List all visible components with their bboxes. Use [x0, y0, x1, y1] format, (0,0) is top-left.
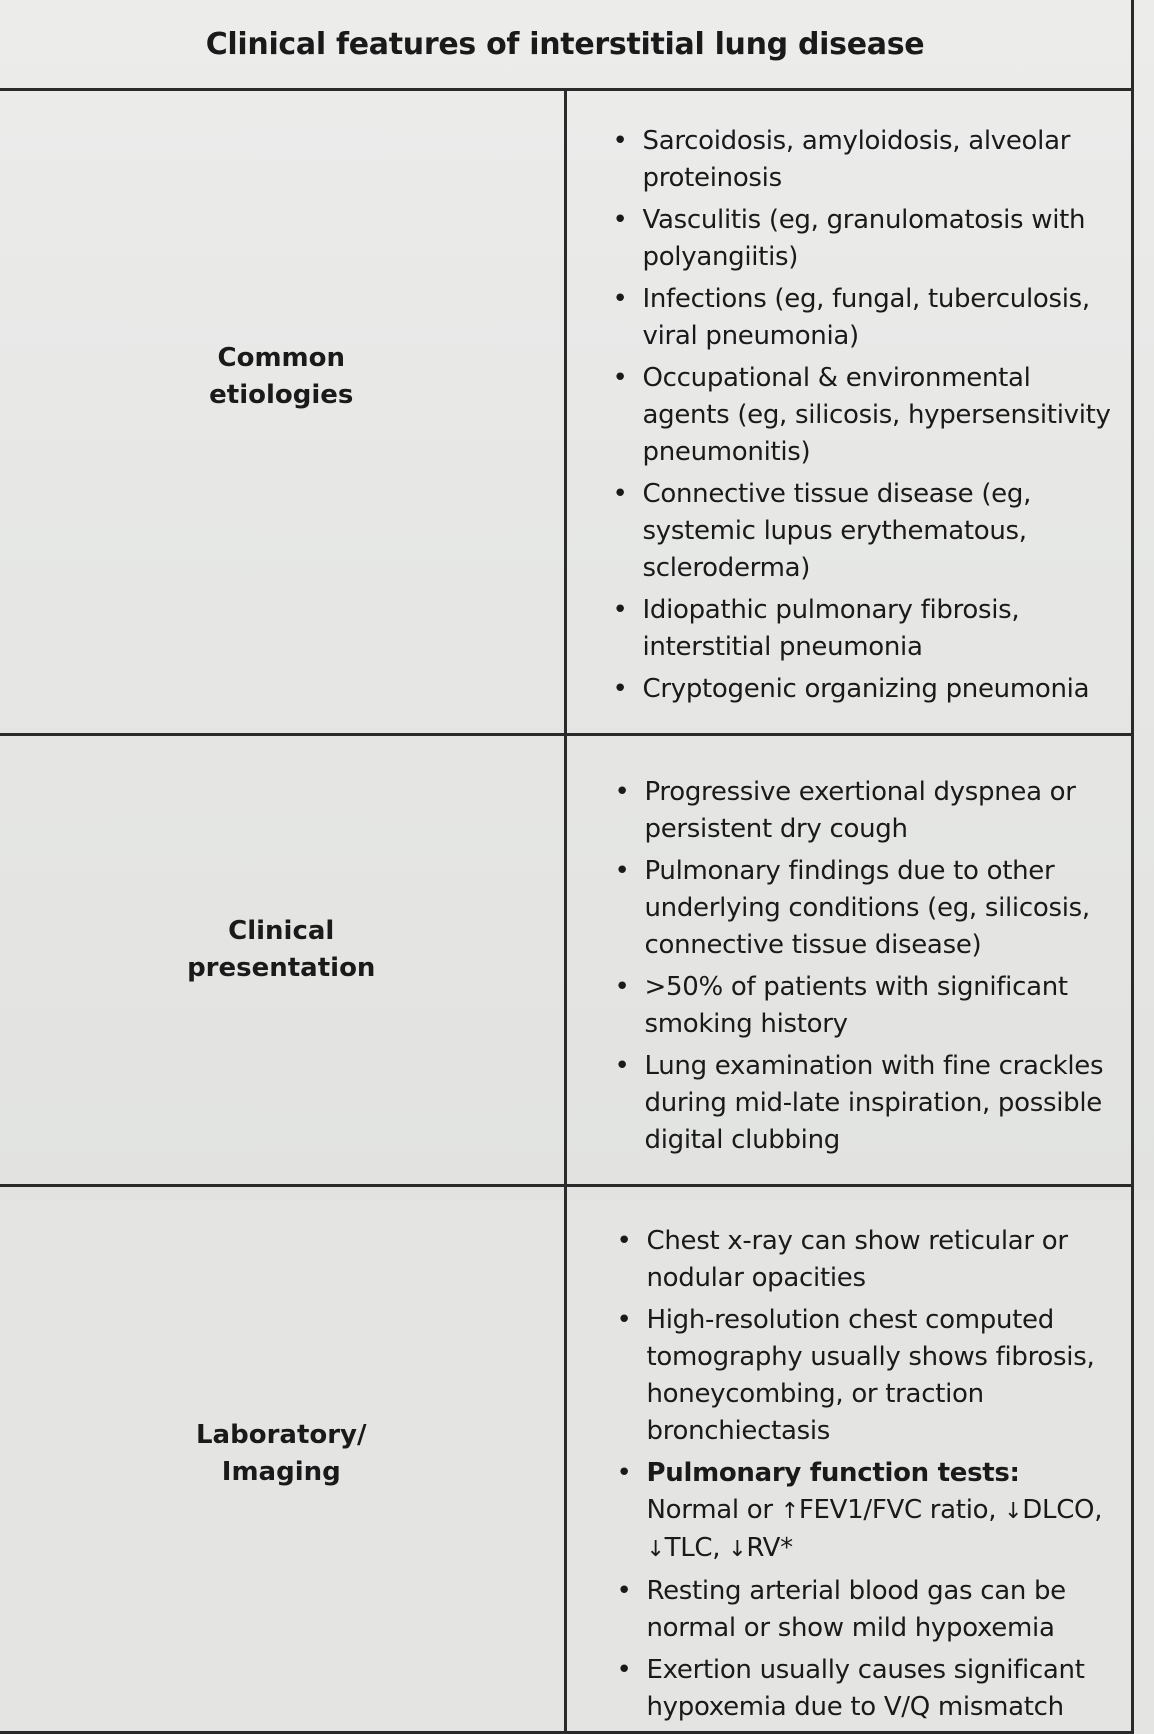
list-item-pft	[615, 1455, 1112, 1568]
list-item: • Infections (eg, fungal, tuberculosis, viral pneumonia)	[611, 281, 1112, 355]
etiologies-list	[611, 123, 1112, 708]
list-item: • Resting arterial blood gas can be normal or show mild hypoxemia	[615, 1573, 1112, 1647]
down-arrow-icon: ↓	[728, 1537, 747, 1562]
row-label-line: Common	[217, 343, 345, 373]
pft-text: DLCO,	[1022, 1495, 1103, 1525]
list-item: • >50% of patients with significant smoking history	[613, 969, 1112, 1043]
table-title: Clinical features of interstitial lung disease	[0, 0, 1133, 90]
row-content-laboratory-imaging	[565, 1186, 1133, 1733]
pft-text: RV*	[746, 1533, 793, 1563]
row-label-laboratory-imaging	[0, 1186, 565, 1733]
list-item: • Chest x-ray can show reticular or nodular opacities	[615, 1223, 1112, 1297]
list-item: • Progressive exertional dyspnea or persistent dry cough	[613, 774, 1112, 848]
pft-lead: Pulmonary function tests:	[646, 1458, 1020, 1488]
row-content-common-etiologies	[565, 90, 1133, 735]
list-item: • Connective tissue disease (eg, systemic lupus erythematous, scleroderma)	[611, 476, 1112, 587]
up-arrow-icon: ↑	[780, 1499, 799, 1524]
list-item: • Pulmonary findings due to other underlying conditions (eg, silicosis, connective tissue disease)	[613, 853, 1112, 964]
list-item: • Lung examination with fine crackles during mid-late inspiration, possible digital clubbing	[613, 1048, 1112, 1159]
down-arrow-icon: ↓	[1004, 1499, 1023, 1524]
list-item: • Vasculitis (eg, granulomatosis with polyangiitis)	[611, 202, 1112, 276]
list-item: • Cryptogenic organizing pneumonia	[611, 671, 1112, 708]
table-row-common-etiologies	[0, 90, 1133, 735]
list-item: • Exertion usually causes significant hypoxemia due to V/Q mismatch	[615, 1652, 1112, 1726]
pft-text: Normal or	[646, 1495, 781, 1525]
presentation-list	[613, 774, 1112, 1159]
row-label-line: etiologies	[209, 380, 354, 410]
table-row-clinical-presentation	[0, 735, 1133, 1186]
table-row-laboratory-imaging	[0, 1186, 1133, 1733]
row-label-line: presentation	[187, 953, 376, 983]
list-item: • Sarcoidosis, amyloidosis, alveolar proteinosis	[611, 123, 1112, 197]
row-label-line: Clinical	[228, 916, 335, 946]
row-label-line: Imaging	[221, 1457, 341, 1487]
list-item: • Idiopathic pulmonary fibrosis, interstitial pneumonia	[611, 592, 1112, 666]
list-item: • Occupational & environmental agents (eg, silicosis, hypersensitivity pneumonitis)	[611, 360, 1112, 471]
pft-text: FEV1/FVC ratio,	[798, 1495, 1005, 1525]
row-label-line: Laboratory/	[195, 1420, 367, 1450]
pft-text: TLC,	[664, 1533, 729, 1563]
list-item: • High-resolution chest computed tomography usually shows fibrosis, honeycombing, or traction bronchiectasis	[615, 1302, 1112, 1450]
row-label-common-etiologies	[0, 90, 565, 735]
row-label-clinical-presentation	[0, 735, 565, 1186]
row-content-clinical-presentation	[565, 735, 1133, 1186]
down-arrow-icon: ↓	[646, 1537, 665, 1562]
laboratory-list	[615, 1223, 1112, 1726]
